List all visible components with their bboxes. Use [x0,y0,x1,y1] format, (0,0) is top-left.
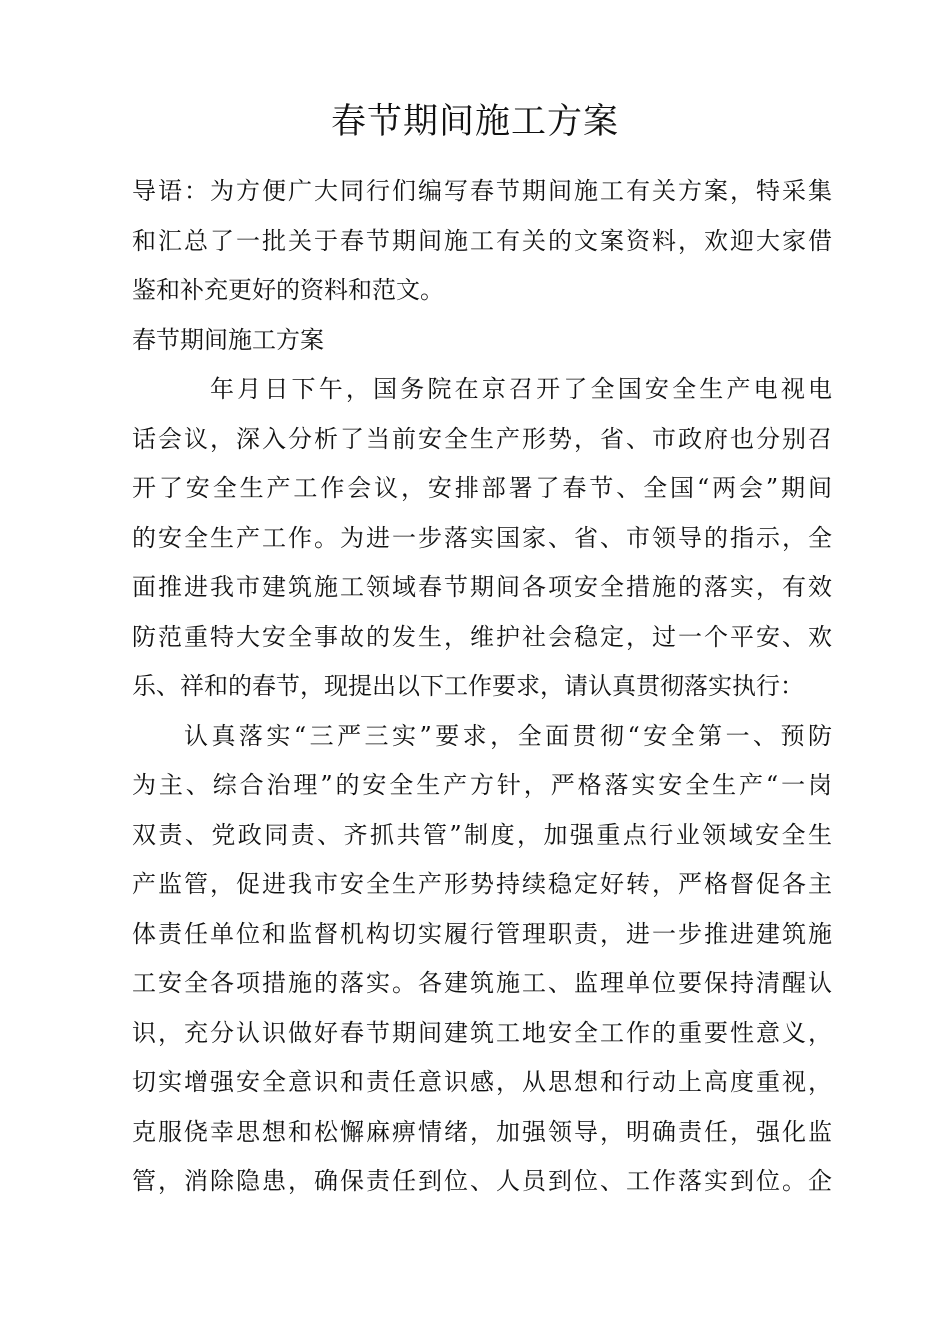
paragraph-line: 认真落实“三严三实”要求，全面贯彻“安全第一、预防 [184,721,832,750]
subheading: 春节期间施工方案 [132,325,324,354]
paragraph-line: 管，消除隐患，确保责任到位、人员到位、工作落实到位。企 [132,1167,832,1195]
paragraph-2 [132,712,832,1207]
paragraph-line: 克服侥幸思想和松懈麻痹情绪，加强领导，明确责任，强化监 [132,1117,832,1146]
document-title: 春节期间施工方案 [330,102,619,142]
paragraph-line: 的安全生产工作。为进一步落实国家、省、市领导的指示，全 [132,523,832,552]
paragraph-line: 体责任单位和监督机构切实履行管理职责，进一步推进建筑施 [132,919,832,948]
intro-line: 鉴和补充更好的资料和范文。 [132,276,444,304]
paragraph-line: 为主、综合治理”的安全生产方针，严格落实安全生产“一岗 [132,771,832,799]
intro-line: 和汇总了一批关于春节期间施工有关的文案资料，欢迎大家借 [132,226,832,255]
intro-line: 导语：为方便广大同行们编写春节期间施工有关方案，特采集 [132,177,832,205]
paragraph-line: 双责、党政同责、齐抓共管”制度，加强重点行业领域安全生 [132,820,832,849]
paragraph-line: 识，充分认识做好春节期间建筑工地安全工作的重要性意义， [132,1018,832,1047]
intro-paragraph [132,167,832,316]
paragraph-line: 年月日下午，国务院在京召开了全国安全生产电视电 [210,375,832,403]
paragraph-line: 防范重特大安全事故的发生，维护社会稳定，过一个平安、欢 [132,622,832,651]
paragraph-line: 乐、祥和的春节，现提出以下工作要求，请认真贯彻落实执行： [132,672,804,700]
paragraph-line: 工安全各项措施的落实。各建筑施工、监理单位要保持清醒认 [132,969,832,997]
paragraph-line: 话会议，深入分析了当前安全生产形势，省、市政府也分别召 [132,424,832,453]
paragraph-line: 切实增强安全意识和责任意识感，从思想和行动上高度重视， [132,1068,832,1096]
paragraph-line: 面推进我市建筑施工领域春节期间各项安全措施的落实，有效 [132,573,832,601]
paragraph-line: 开了安全生产工作会议，安排部署了春节、全国“两会”期间 [132,474,832,502]
paragraph-1 [132,365,832,712]
paragraph-line: 产监管，促进我市安全生产形势持续稳定好转，严格督促各主 [132,870,832,898]
document-body [132,167,832,1207]
